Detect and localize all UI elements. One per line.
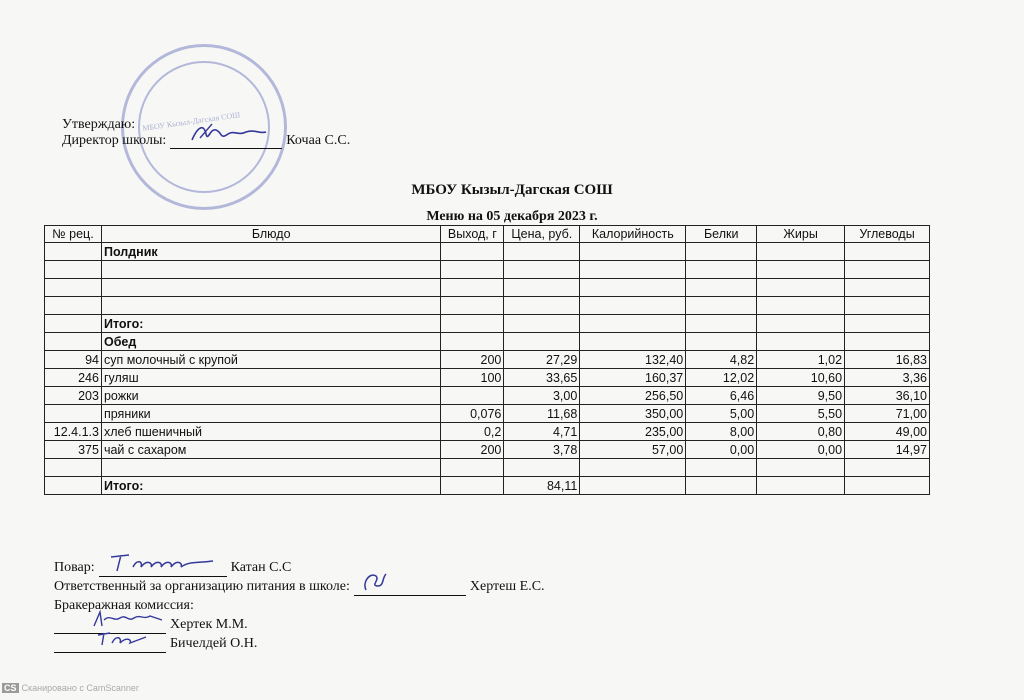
- carbs-cell: 16,83: [845, 351, 930, 369]
- signatures-block: [54, 558, 545, 653]
- carbs-cell: 3,36: [845, 369, 930, 387]
- dish-cell: суп молочный с крупой: [101, 351, 440, 369]
- table-row: [45, 387, 930, 405]
- commission-label: Бракеражная комиссия:: [54, 598, 194, 613]
- calories-cell: 235,00: [580, 423, 686, 441]
- calories-cell: [580, 279, 686, 297]
- fat-cell: 0,80: [757, 423, 845, 441]
- fat-cell: [757, 261, 845, 279]
- responsible-label: Ответственный за организацию питания в школе:: [54, 579, 350, 594]
- protein-cell: [686, 333, 757, 351]
- dish-cell: Итого:: [101, 477, 440, 495]
- price-cell: 4,71: [504, 423, 580, 441]
- table-row: [45, 333, 930, 351]
- director-name: Кочаа С.С.: [286, 133, 351, 148]
- col-header-carbs: Углеводы: [845, 226, 930, 243]
- recipe-cell: 12.4.1.3: [45, 423, 102, 441]
- protein-cell: [686, 279, 757, 297]
- price-cell: [504, 261, 580, 279]
- table-row: [45, 279, 930, 297]
- portion-cell: [441, 333, 504, 351]
- recipe-cell: [45, 243, 102, 261]
- director-label: Директор школы:: [62, 133, 167, 148]
- fat-cell: [757, 477, 845, 495]
- school-title: МБОУ Кызыл-Дагская СОШ: [411, 182, 613, 198]
- portion-cell: 100: [441, 369, 504, 387]
- carbs-cell: [845, 243, 930, 261]
- recipe-cell: [45, 477, 102, 495]
- price-cell: [504, 333, 580, 351]
- portion-cell: [441, 315, 504, 333]
- scanner-text: Сканировано с CamScanner: [21, 683, 139, 693]
- price-cell: 84,11: [504, 477, 580, 495]
- dish-cell: [101, 459, 440, 477]
- recipe-cell: [45, 333, 102, 351]
- calories-cell: [580, 477, 686, 495]
- price-cell: 3,00: [504, 387, 580, 405]
- carbs-cell: [845, 315, 930, 333]
- table-row: [45, 315, 930, 333]
- cook-label: Повар:: [54, 560, 95, 575]
- responsible-signature: [354, 580, 466, 596]
- dish-cell: [101, 279, 440, 297]
- carbs-cell: 14,97: [845, 441, 930, 459]
- fat-cell: 1,02: [757, 351, 845, 369]
- dish-cell: гуляш: [101, 369, 440, 387]
- portion-cell: [441, 261, 504, 279]
- recipe-cell: [45, 261, 102, 279]
- protein-cell: 8,00: [686, 423, 757, 441]
- dish-cell: пряники: [101, 405, 440, 423]
- approve-label: Утверждаю:: [62, 117, 136, 132]
- protein-cell: 4,82: [686, 351, 757, 369]
- fat-cell: 5,50: [757, 405, 845, 423]
- protein-cell: 5,00: [686, 405, 757, 423]
- table-row: [45, 369, 930, 387]
- dish-cell: Полдник: [101, 243, 440, 261]
- dish-cell: Обед: [101, 333, 440, 351]
- protein-cell: [686, 477, 757, 495]
- director-signature: [170, 134, 282, 149]
- col-header-calories: Калорийность: [580, 226, 686, 243]
- calories-cell: [580, 297, 686, 315]
- protein-cell: [686, 459, 757, 477]
- member2-name: Бичелдей О.Н.: [170, 636, 258, 651]
- price-cell: [504, 279, 580, 297]
- table-row: [45, 441, 930, 459]
- price-cell: [504, 459, 580, 477]
- portion-cell: 200: [441, 441, 504, 459]
- col-header-fat: Жиры: [757, 226, 845, 243]
- calories-cell: [580, 315, 686, 333]
- calories-cell: 160,37: [580, 369, 686, 387]
- portion-cell: [441, 297, 504, 315]
- protein-cell: [686, 243, 757, 261]
- recipe-cell: 246: [45, 369, 102, 387]
- col-header-portion: Выход, г: [441, 226, 504, 243]
- recipe-cell: 203: [45, 387, 102, 405]
- carbs-cell: [845, 297, 930, 315]
- recipe-cell: [45, 279, 102, 297]
- carbs-cell: 71,00: [845, 405, 930, 423]
- carbs-cell: [845, 279, 930, 297]
- portion-cell: [441, 279, 504, 297]
- calories-cell: 256,50: [580, 387, 686, 405]
- recipe-cell: [45, 315, 102, 333]
- portion-cell: [441, 387, 504, 405]
- table-row: [45, 351, 930, 369]
- calories-cell: 350,00: [580, 405, 686, 423]
- portion-cell: [441, 243, 504, 261]
- recipe-cell: 94: [45, 351, 102, 369]
- table-row: [45, 405, 930, 423]
- cook-name: Катан С.С: [230, 560, 292, 575]
- fat-cell: 10,60: [757, 369, 845, 387]
- price-cell: 33,65: [504, 369, 580, 387]
- calories-cell: [580, 243, 686, 261]
- col-header-protein: Белки: [686, 226, 757, 243]
- fat-cell: [757, 333, 845, 351]
- scanner-watermark: [2, 683, 139, 693]
- price-cell: 27,29: [504, 351, 580, 369]
- fat-cell: [757, 315, 845, 333]
- protein-cell: [686, 297, 757, 315]
- table-row: [45, 477, 930, 495]
- calories-cell: [580, 459, 686, 477]
- table-row: [45, 261, 930, 279]
- portion-cell: 0,2: [441, 423, 504, 441]
- protein-cell: 6,46: [686, 387, 757, 405]
- recipe-cell: [45, 405, 102, 423]
- approval-block: [62, 117, 350, 149]
- protein-cell: [686, 315, 757, 333]
- price-cell: [504, 243, 580, 261]
- dish-cell: [101, 261, 440, 279]
- dish-cell: [101, 297, 440, 315]
- dish-cell: хлеб пшеничный: [101, 423, 440, 441]
- dish-cell: рожки: [101, 387, 440, 405]
- fat-cell: [757, 297, 845, 315]
- fat-cell: [757, 459, 845, 477]
- cook-signature: [99, 561, 227, 577]
- member2-signature: [54, 637, 166, 653]
- menu-date-title: Меню на 05 декабря 2023 г.: [426, 209, 598, 224]
- table-row: [45, 243, 930, 261]
- price-cell: 3,78: [504, 441, 580, 459]
- col-header-dish: Блюдо: [101, 226, 440, 243]
- responsible-name: Хертеш Е.С.: [469, 579, 545, 594]
- carbs-cell: [845, 477, 930, 495]
- carbs-cell: [845, 261, 930, 279]
- protein-cell: 12,02: [686, 369, 757, 387]
- portion-cell: [441, 477, 504, 495]
- carbs-cell: 49,00: [845, 423, 930, 441]
- calories-cell: [580, 261, 686, 279]
- dish-cell: Итого:: [101, 315, 440, 333]
- price-cell: 11,68: [504, 405, 580, 423]
- price-cell: [504, 297, 580, 315]
- calories-cell: 132,40: [580, 351, 686, 369]
- table-row: [45, 297, 930, 315]
- table-row: [45, 459, 930, 477]
- col-header-recipe: № рец.: [45, 226, 102, 243]
- fat-cell: [757, 243, 845, 261]
- stamp-text: МБОУ Кызыл-Дагская СОШ: [141, 110, 241, 133]
- protein-cell: [686, 261, 757, 279]
- camscanner-logo-icon: CS: [4, 683, 17, 693]
- calories-cell: 57,00: [580, 441, 686, 459]
- table-row: [45, 423, 930, 441]
- fat-cell: [757, 279, 845, 297]
- carbs-cell: 36,10: [845, 387, 930, 405]
- recipe-cell: [45, 297, 102, 315]
- protein-cell: 0,00: [686, 441, 757, 459]
- recipe-cell: 375: [45, 441, 102, 459]
- col-header-price: Цена, руб.: [504, 226, 580, 243]
- price-cell: [504, 315, 580, 333]
- menu-table: [44, 225, 930, 495]
- carbs-cell: [845, 459, 930, 477]
- table-header-row: [45, 226, 930, 243]
- portion-cell: [441, 459, 504, 477]
- portion-cell: 200: [441, 351, 504, 369]
- calories-cell: [580, 333, 686, 351]
- carbs-cell: [845, 333, 930, 351]
- dish-cell: чай с сахаром: [101, 441, 440, 459]
- member1-name: Хертек М.М.: [170, 617, 248, 632]
- portion-cell: 0,076: [441, 405, 504, 423]
- fat-cell: 9,50: [757, 387, 845, 405]
- recipe-cell: [45, 459, 102, 477]
- fat-cell: 0,00: [757, 441, 845, 459]
